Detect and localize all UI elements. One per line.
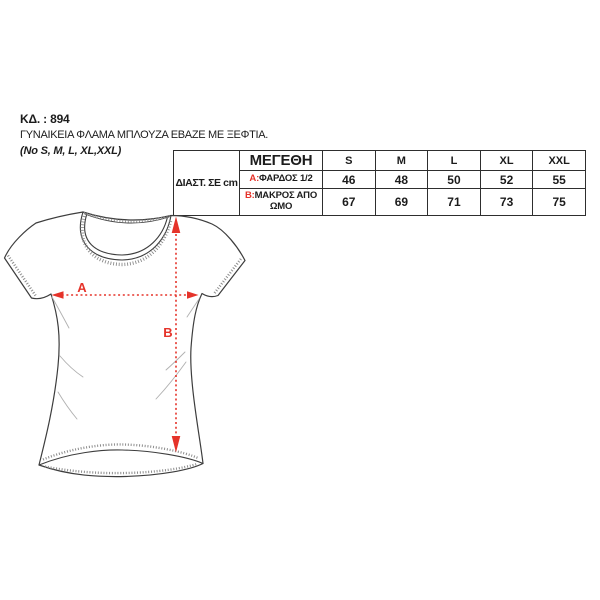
sizes-note: (No S, M, L, XL,XXL) — [20, 145, 122, 157]
measurement-b-label: B — [163, 325, 173, 340]
row-b-label: ΜΑΚΡΟΣ ΑΠΟ ΩΜΟ — [254, 190, 318, 212]
dimension-unit-label: ΔΙΑΣΤ. ΣΕ cm — [174, 151, 240, 216]
value-cell: 55 — [533, 171, 586, 189]
value-cell: 48 — [375, 171, 428, 189]
row-a-label-cell — [240, 171, 323, 189]
value-cell: 50 — [428, 171, 481, 189]
sizes-header-cell: ΜΕΓΕΘΗ — [240, 151, 323, 171]
value-cell: 75 — [533, 189, 586, 216]
row-b-key: B: — [244, 190, 255, 202]
value-cell: 46 — [323, 171, 376, 189]
size-column-header: M — [375, 151, 428, 171]
measurement-a-label: A — [77, 280, 87, 295]
size-column-header: S — [323, 151, 376, 171]
tshirt-outline — [5, 212, 246, 477]
product-code: ΚΔ. : 894 — [20, 112, 70, 126]
size-column-header: XL — [480, 151, 533, 171]
size-table-header-row — [174, 151, 586, 171]
value-cell: 52 — [480, 171, 533, 189]
tshirt-measurement-diagram — [0, 203, 260, 503]
product-description: ΓΥΝΑΙΚΕΙΑ ΦΛΑΜΑ ΜΠΛΟΥΖΑ ΕΒΑΖΕ ΜΕ ΞΕΦΤΙΑ. — [20, 129, 269, 141]
value-cell: 73 — [480, 189, 533, 216]
row-a-label: ΦΑΡΔΟΣ 1/2 — [259, 173, 313, 185]
size-column-header: L — [428, 151, 481, 171]
value-cell: 69 — [375, 189, 428, 216]
value-cell: 67 — [323, 189, 376, 216]
value-cell: 71 — [428, 189, 481, 216]
size-column-header: XXL — [533, 151, 586, 171]
row-a-key: A: — [249, 173, 260, 185]
